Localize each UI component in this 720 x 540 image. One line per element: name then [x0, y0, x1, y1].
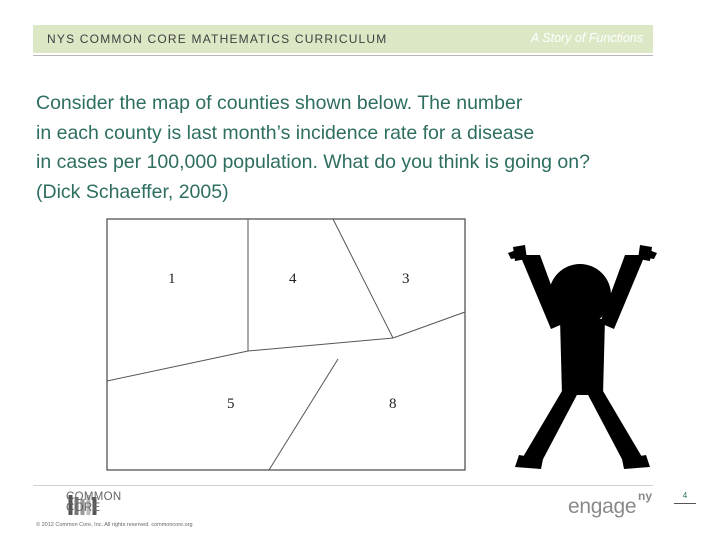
question-line: in each county is last month’s incidence rate for a disease [36, 121, 535, 144]
county-label: 3 [402, 271, 410, 287]
county-label: 8 [389, 396, 397, 412]
map-border [107, 219, 465, 470]
engageny-logo: engage [568, 495, 637, 518]
question-line: Consider the map of counties shown below. The number [36, 92, 523, 114]
county-label: 1 [168, 271, 176, 287]
footer-divider [33, 485, 653, 486]
module-title: A Story of Functions [530, 31, 643, 45]
question-text [36, 89, 696, 207]
header-divider [33, 55, 653, 56]
logo-line: CORE [66, 502, 101, 514]
question-line: (Dick Schaeffer, 2005) [36, 180, 229, 203]
county-label: 5 [227, 396, 235, 412]
county-map [106, 218, 466, 471]
logo-wordmark [66, 492, 121, 514]
curriculum-title: NYS COMMON CORE MATHEMATICS CURRICULUM [47, 32, 388, 46]
person-arms-raised-icon [505, 245, 660, 470]
copyright-notice: © 2012 Common Core, Inc. All rights reserved. commoncore.org [36, 522, 193, 528]
county-label: 4 [289, 271, 297, 287]
page-number-underline [674, 503, 696, 504]
logo-line: COMMON [66, 491, 122, 503]
page-number: 4 [682, 491, 688, 500]
header-bar [33, 25, 653, 53]
question-line: in cases per 100,000 population. What do you think is going on? [36, 151, 590, 173]
engageny-superscript: ny [638, 489, 653, 503]
